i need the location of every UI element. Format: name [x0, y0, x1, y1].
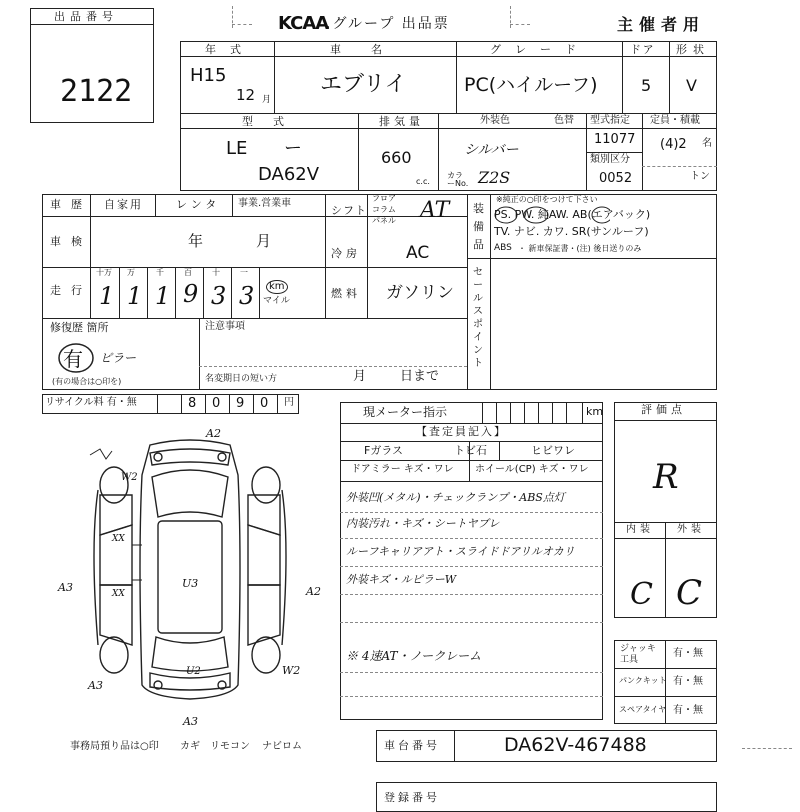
office-remote: リモコン — [210, 741, 250, 752]
color-change-label: 色替 — [554, 115, 574, 126]
exterior-color-label: 外装色 — [480, 115, 510, 126]
model-prefix: LE — [226, 138, 248, 159]
body-label: 形状 — [676, 43, 710, 56]
hibiware: ヒビワレ — [531, 444, 575, 457]
exterior-color: シルバー — [464, 142, 519, 158]
jack-value: 有・無 — [673, 648, 703, 659]
displacement-label: 排気量 — [379, 115, 424, 128]
category: 0052 — [599, 171, 633, 186]
mileage-digit-5: 3 — [211, 282, 227, 310]
cc-unit: c.c. — [416, 177, 430, 186]
equipment-note: ※純正の○印をつけて下さい — [496, 195, 598, 204]
equipment-line2: TV. ナビ. カワ. SR(サンルーフ) — [494, 225, 649, 238]
ac-value: AC — [406, 243, 430, 263]
fuel-value: ガソリン — [386, 283, 454, 303]
grade-label: グレード — [490, 43, 590, 56]
short-deadline-label: 名変期日の短い方 — [205, 374, 278, 384]
mark-left-door-2: XX — [112, 589, 125, 599]
grade: PC(ハイルーフ) — [464, 74, 598, 96]
chassis-number: DA62V-467488 — [504, 734, 647, 756]
capacity: (4)2 — [660, 137, 687, 152]
deadline-month: 月 — [353, 369, 367, 384]
digit-unit-100: 百 — [184, 268, 192, 277]
equipment-label: 装備品 — [473, 202, 484, 251]
meter-label: 現メーター指示 — [363, 405, 448, 419]
recycle-digit-1: 8 — [188, 396, 197, 411]
inspector-note-2: 内装汚れ・キズ・シートヤブレ — [346, 517, 500, 530]
office-key: カギ — [180, 741, 200, 752]
mark-tailgate: U2 — [186, 666, 201, 677]
capacity-unit: 名 — [702, 138, 712, 149]
body-shape: V — [686, 76, 697, 95]
year-era: H15 — [190, 65, 227, 86]
evaluation-score: R — [653, 457, 679, 497]
exhibit-number-label: 出品番号 — [54, 10, 118, 23]
jack-label: ジャッキ工具 — [620, 644, 656, 665]
meter-unit: km — [586, 405, 604, 418]
digit-unit-10: 十 — [212, 268, 220, 277]
mileage-digit-4: 9 — [183, 280, 199, 308]
digit-unit-100k: 十万 — [96, 268, 112, 277]
year-month: 12 — [236, 86, 256, 104]
car-name-label: 車名 — [330, 43, 412, 56]
recycle-digit-3: 9 — [236, 396, 245, 411]
mark-rear-left: A3 — [88, 679, 103, 692]
inspector-header: 【査定員記入】 — [416, 425, 507, 438]
history-rental: レンタ — [176, 198, 221, 211]
model-dash: ー — [284, 138, 302, 159]
spare-value: 有・無 — [673, 705, 703, 716]
doors: 5 — [641, 76, 652, 95]
history-business: 事業.営業車 — [238, 198, 292, 209]
doors-label: ドア — [630, 43, 656, 56]
repair-location: ピラー — [100, 351, 137, 365]
inspection-year-unit: 年 — [188, 232, 204, 250]
sales-point-label: セールスポイント — [473, 267, 483, 369]
recycle-yen: 円 — [284, 397, 294, 408]
inspector-note-3: ルーフキャリアアト・スライドドアリルオカリ — [346, 545, 575, 558]
mileage-label: 走行 — [50, 284, 92, 297]
mileage-unit-mile: マイル — [263, 296, 290, 306]
mark-rear: A3 — [183, 715, 198, 728]
type-designation-label: 型式指定 — [590, 115, 630, 126]
sheet-title: .グループ 出品票 — [326, 16, 450, 32]
digit-unit-10k: 万 — [127, 268, 135, 277]
mark-left-door-1: XX — [112, 534, 125, 544]
inspection-label: 車検 — [50, 235, 92, 248]
inspector-note-4: 外装キズ・ルピラーW — [346, 573, 457, 586]
load-unit: トン — [690, 171, 710, 182]
color-no-label: カラーNo. — [447, 171, 469, 188]
door-mirror: ドアミラー キズ・ワレ — [351, 464, 454, 475]
caution-label: 注意事項 — [205, 321, 245, 332]
year-label: 年式 — [205, 43, 255, 56]
shift-value: AT — [420, 198, 450, 223]
inspector-note-5: ※ 4速AT・ノークレーム — [346, 649, 482, 663]
shift-label: シフト — [331, 204, 367, 217]
digit-unit-1k: 千 — [156, 268, 164, 277]
kcaa-logo: KCAA — [278, 13, 329, 34]
equipment-line1: PS. PW. 純AW. AB(エアバック) — [494, 208, 651, 221]
repair-value: 有 — [63, 347, 83, 371]
mark-left: A3 — [58, 581, 73, 594]
office-note: 事務局預り品は○印 — [70, 741, 159, 752]
mark-front: A2 — [206, 427, 221, 440]
recycle-label: リサイクル料 有・無 — [45, 397, 137, 408]
inspector-note-1: 外装凹(メタル)・チェックランプ・ABS点灯 — [346, 491, 565, 504]
shift-floor: フロア — [372, 194, 396, 203]
chassis-label: 車台番号 — [384, 739, 440, 752]
interior-grade: C — [630, 577, 653, 612]
repair-label: 修復歴 箇所 — [50, 321, 109, 334]
interior-label: 内装 — [626, 524, 654, 535]
recycle-digit-2: 0 — [212, 396, 221, 411]
displacement: 660 — [381, 148, 412, 167]
model-label: 型式 — [242, 115, 304, 128]
mileage-unit-km: km — [266, 280, 288, 294]
deadline-day: 日まで — [400, 369, 440, 384]
exterior-grade: C — [676, 573, 703, 613]
recycle-digit-4: 0 — [260, 396, 269, 411]
mark-rear-right: W2 — [282, 664, 301, 677]
mark-right: A2 — [306, 585, 321, 598]
category-label: 類別区分 — [590, 154, 630, 165]
repair-circle — [56, 341, 96, 375]
color-no: Z2S — [478, 168, 511, 187]
mileage-digit-6: 3 — [239, 282, 255, 310]
ac-label: 冷房 — [331, 247, 361, 260]
equipment-circles — [490, 204, 610, 226]
tobi-ishi: トビ石 — [454, 444, 487, 457]
digit-unit-1: 一 — [240, 268, 248, 277]
mileage-digit-2: 1 — [127, 282, 143, 310]
mark-windshield: W2 — [121, 472, 138, 483]
equipment-abs: ABS — [494, 243, 512, 253]
office-navirom: ナビロム — [262, 741, 302, 752]
registration-label: 登録番号 — [384, 791, 440, 804]
f-glass: Fガラス — [364, 444, 403, 457]
exterior-label: 外装 — [677, 524, 705, 535]
spare-label: スペアタイヤ — [619, 705, 667, 714]
mileage-digit-3: 1 — [155, 282, 171, 310]
car-name: エブリイ — [320, 72, 407, 97]
month-unit: 月 — [262, 95, 272, 105]
fuel-label: 燃料 — [331, 287, 361, 300]
exhibit-number: 2122 — [60, 74, 133, 109]
equipment-warranty: ・ 新車保証書・(注) 後日送りのみ — [518, 244, 642, 253]
mark-roof: U3 — [182, 577, 199, 590]
organizer-label: 主催者用 — [617, 15, 706, 34]
wheel: ホイール(CP) キズ・ワレ — [475, 464, 589, 475]
puncture-value: 有・無 — [673, 676, 703, 687]
inspection-month-unit: 月 — [256, 232, 272, 250]
history-label: 車歴 — [50, 198, 92, 211]
shift-panel: パネル — [372, 216, 396, 225]
history-private: 自家用 — [104, 198, 143, 211]
puncture-label: パンクキット — [619, 676, 667, 685]
evaluation-label: 評価点 — [641, 403, 686, 416]
model-code: DA62V — [258, 164, 320, 185]
shift-column: コラム — [372, 205, 396, 214]
repair-sub: (有の場合は○印を) — [52, 377, 122, 386]
capacity-label: 定員・積載 — [650, 115, 700, 126]
type-designation: 11077 — [594, 132, 636, 147]
mileage-digit-1: 1 — [99, 282, 115, 310]
